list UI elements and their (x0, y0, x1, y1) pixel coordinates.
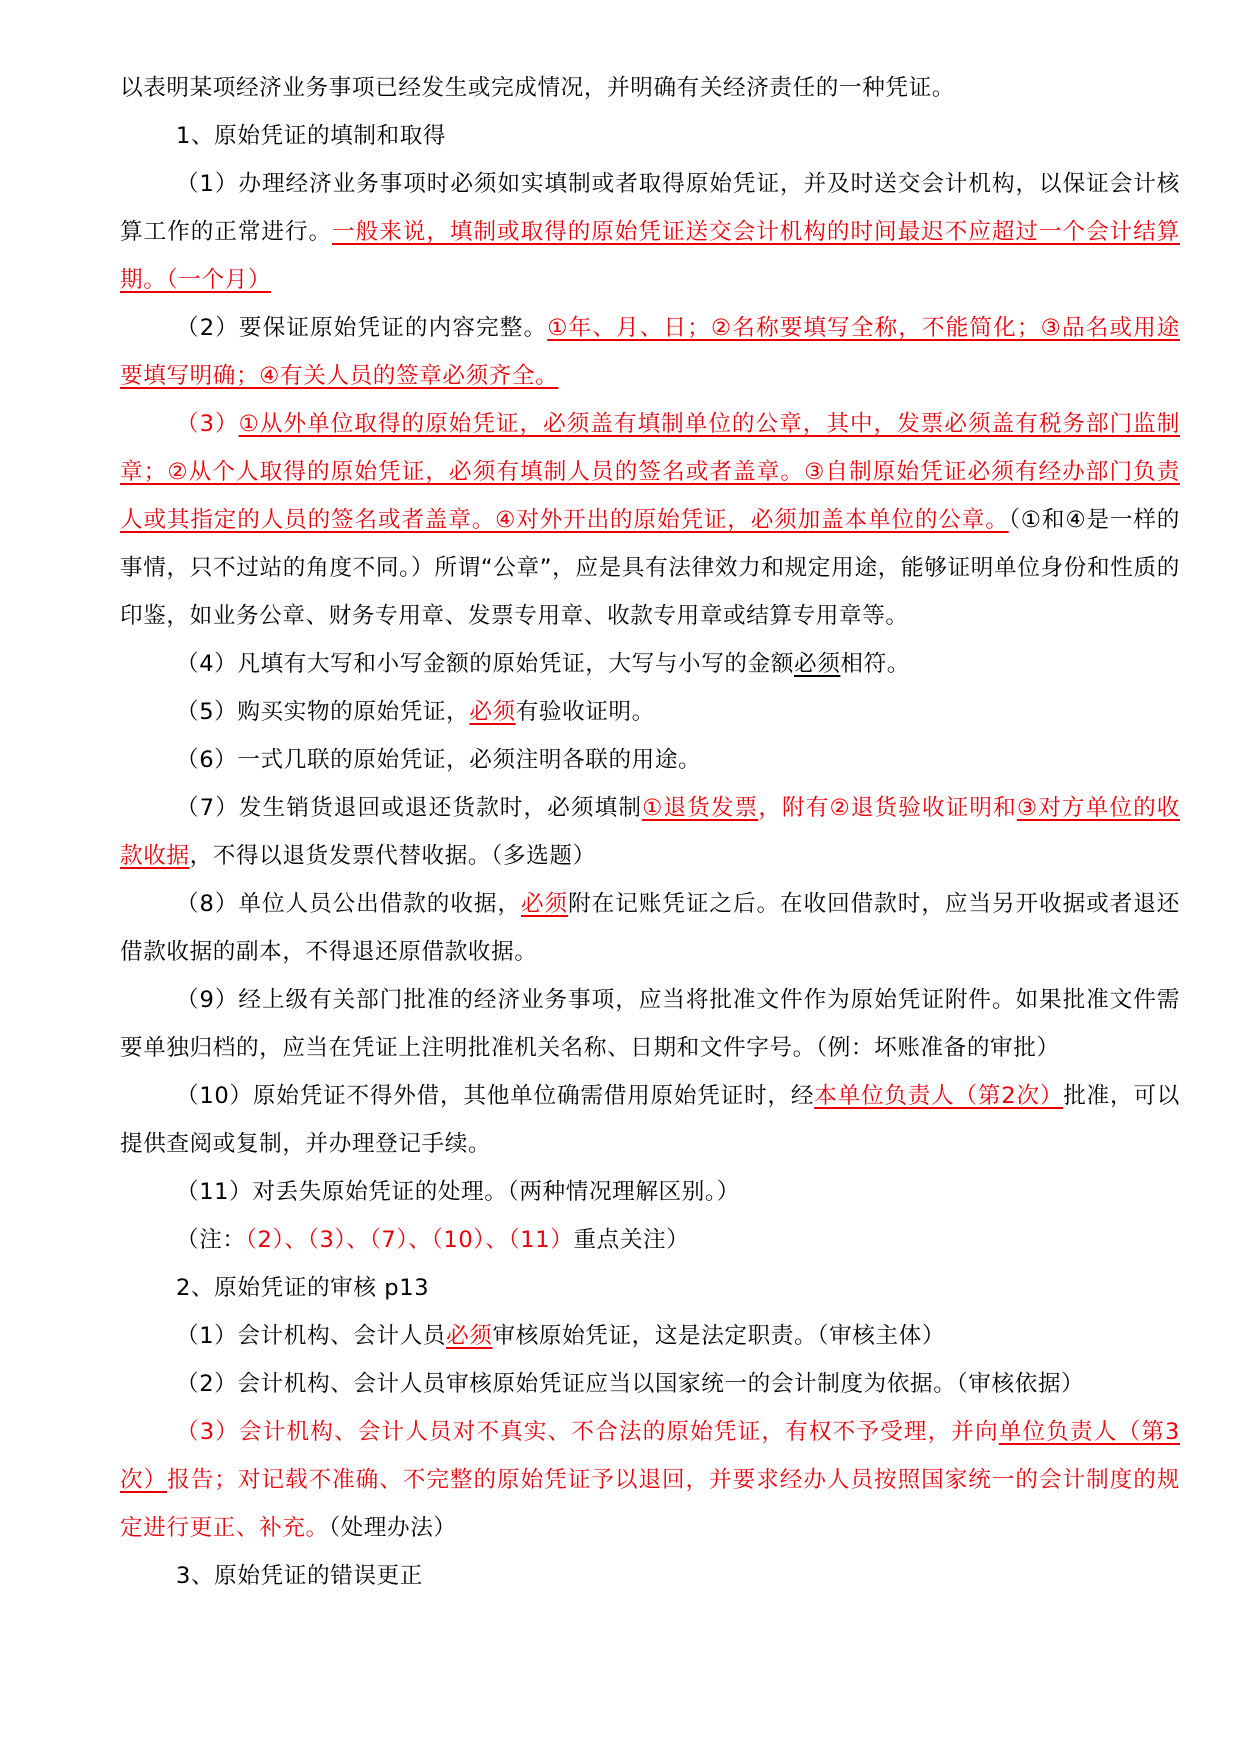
item-3: （3）①从外单位取得的原始凭证，必须盖有填制单位的公章，其中，发票必须盖有税务部门监制章；②从个人取得的原始凭证，必须有填制人员的签名或者盖章。③自制原始凭证必须有经办部门负责人或其指定的人员的签名或者盖章。④对外开出的原始凭证，必须加盖本单位的公章。（①和④是一样的事情，只不过站的角度不同。）所谓“公章”，应是具有法律效力和规定用途，能够证明单位身份和性质的印鉴，如业务公章、财务专用章、发票专用章、收款专用章或结算专用章等。 (120, 411, 1181, 629)
item-1: （1）办理经济业务事项时必须如实填制或者取得原始凭证，并及时送交会计机构，以保证会计核算工作的正常进行。一般来说，填制或取得的原始凭证送交会计机构的时间最迟不应超过一个会计结算期。（一个月） (120, 171, 1180, 293)
document-page (120, 64, 1180, 1600)
audit-item-1: （1）会计机构、会计人员必须审核原始凭证，这是法定职责。（审核主体） (176, 1323, 946, 1349)
highlight-text: 报告；对记载不准确、不完整的原始凭证予以退回，并要求经办人员按照国家统一的会计制度的规定进行更正、补充。 (120, 1467, 1180, 1541)
section-heading-2: 2、原始凭证的审核 p13 (176, 1275, 430, 1301)
highlight-text: 会计机构、会计人员对不真实、不合法的原始凭证，有权不予受理，并向 (239, 1419, 999, 1445)
section-heading-3: 3、原始凭证的错误更正 (176, 1563, 423, 1589)
highlight-text: 单位负责人（第3次） (120, 1419, 1180, 1493)
paragraph-intro: 以表明某项经济业务事项已经发生或完成情况，并明确有关经济责任的一种凭证。 (120, 75, 955, 101)
item-2: （2）要保证原始凭证的内容完整。①年、月、日；②名称要填写全称，不能简化；③品名或用途要填写明确；④有关人员的签章必须齐全。 (120, 315, 1181, 389)
audit-item-3: （3）会计机构、会计人员对不真实、不合法的原始凭证，有权不予受理，并向单位负责人（第3次）报告；对记载不准确、不完整的原始凭证予以退回，并要求经办人员按照国家统一的会计制度的规定进行更正、补充。（处理办法） (120, 1419, 1180, 1541)
highlight-text: 本单位负责人（第2次） (814, 1083, 1064, 1109)
highlight-text: ③对方单位的收款收据 (120, 795, 1180, 869)
highlight-text: ①从外单位取得的原始凭证，必须盖有填制单位的公章，其中，发票必须盖有税务部门监制章；②从个人取得的原始凭证，必须有填制人员的签名或者盖章。③自制原始凭证必须有经办部门负责人或其指定的人员的签名或者盖章。④对外开出的原始凭证，必须加盖本单位的公章。 (120, 411, 1180, 533)
emphasis-text: 必须 (794, 651, 841, 677)
highlight-text: 必须 (446, 1323, 493, 1349)
item-5: （5）购买实物的原始凭证，必须有验收证明。 (176, 699, 655, 725)
item-11: （11）对丢失原始凭证的处理。（两种情况理解区别。） (176, 1179, 740, 1205)
highlight-text: （2）、（3）、（7）、（10）、（11） (245, 1227, 574, 1253)
item-10: （10）原始凭证不得外借，其他单位确需借用原始凭证时，经本单位负责人（第2次）批准，可以提供查阅或复制，并办理登记手续。 (120, 1083, 1180, 1157)
item-6: （6）一式几联的原始凭证，必须注明各联的用途。 (176, 747, 702, 773)
highlight-text: 一般来说，填制或取得的原始凭证送交会计机构的时间最迟不应超过一个会计结算期。（一个月） (120, 219, 1180, 293)
highlight-text: ①年、月、日；②名称要填写全称，不能简化；③品名或用途要填写明确；④有关人员的签章必须齐全。 (120, 315, 1181, 389)
highlight-text: 必须 (521, 891, 569, 917)
audit-item-2: （2）会计机构、会计人员审核原始凭证应当以国家统一的会计制度为依据。（审核依据） (176, 1371, 1085, 1397)
item-4: （4）凡填有大写和小写金额的原始凭证，大写与小写的金额必须相符。 (176, 651, 910, 677)
highlight-text: ①退货发票 (642, 795, 759, 821)
item-7: （7）发生销货退回或退还货款时，必须填制①退货发票，附有②退货验收证明和③对方单位的收款收据，不得以退货发票代替收据。（多选题） (120, 795, 1180, 869)
section-heading-1: 1、原始凭证的填制和取得 (176, 123, 447, 149)
highlight-text: 必须 (469, 699, 516, 725)
note: （注：（2）、（3）、（7）、（10）、（11）重点关注） (176, 1227, 690, 1253)
item-9: （9）经上级有关部门批准的经济业务事项，应当将批准文件作为原始凭证附件。如果批准文件需要单独归档的，应当在凭证上注明批准机关名称、日期和文件字号。（例：坏账准备的审批） (120, 987, 1180, 1061)
item-8: （8）单位人员公出借款的收据，必须附在记账凭证之后。在收回借款时，应当另开收据或者退还借款收据的副本，不得退还原借款收据。 (120, 891, 1181, 965)
